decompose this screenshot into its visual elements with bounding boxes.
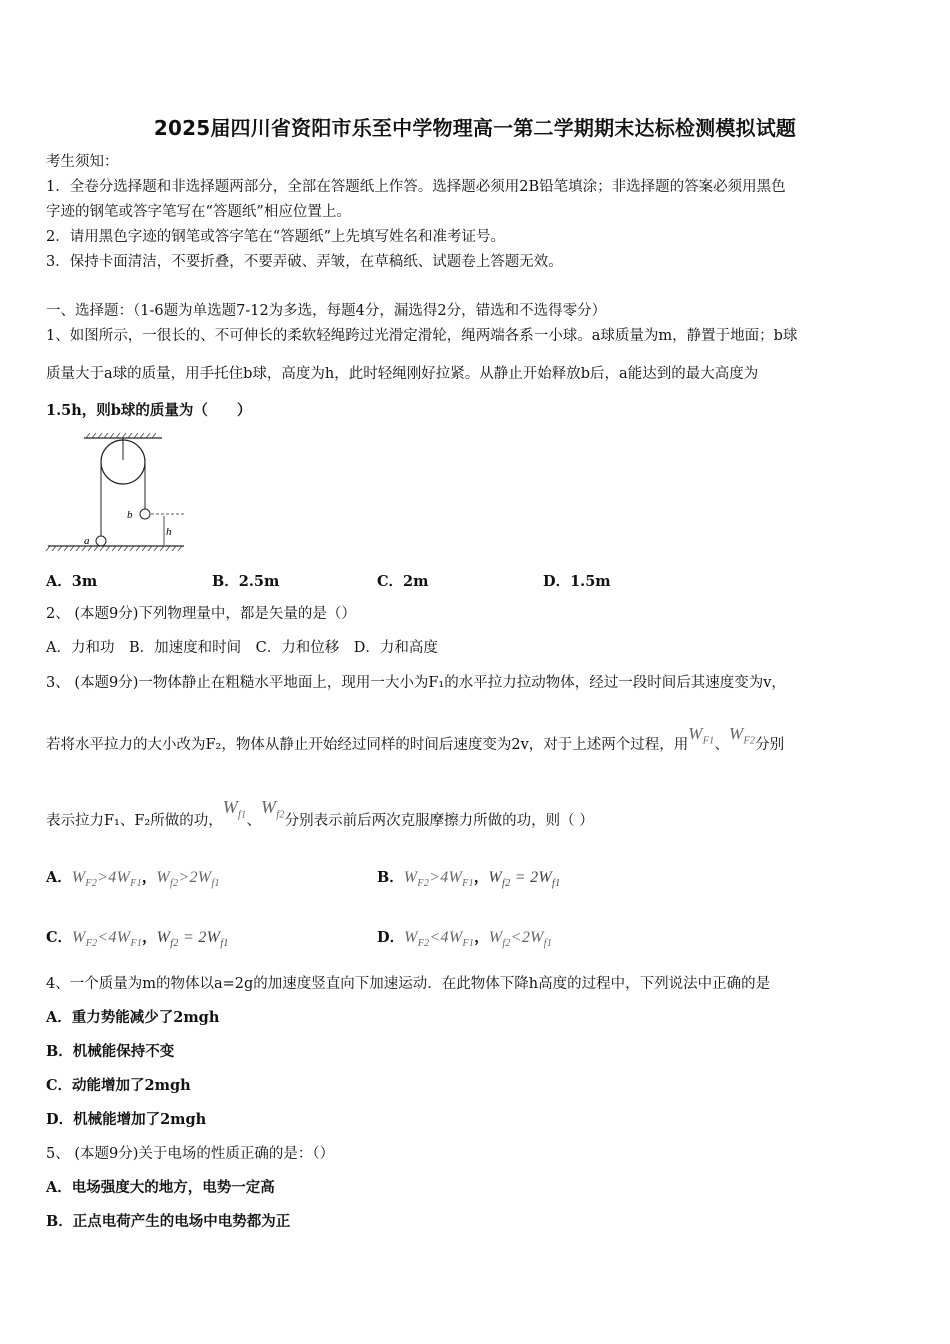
ball-b [140, 509, 150, 519]
label-b: b [127, 509, 133, 521]
q3-stem-line [46, 724, 785, 761]
q1-stem-line: 1.5h，则b球的质量为（ ） [46, 402, 252, 419]
q5-stem: 5、 (本题9分)关于电场的性质正确的是：（） [46, 1146, 335, 1162]
notice-heading: 考生须知： [46, 154, 119, 170]
q4-option-b: B．机械能保持不变 [46, 1043, 175, 1060]
q1-stem-line: 1、如图所示，一很长的、不可伸长的柔软轻绳跨过光滑定滑轮，绳两端各系一小球。a球质量为m，静置于地面；b球 [46, 328, 798, 344]
q2-stem: 2、 (本题9分)下列物理量中，都是矢量的是（） [46, 606, 356, 622]
notice-item: 1．全卷分选择题和非选择题两部分，全部在答题纸上作答。选择题必须用2B铅笔填涂；非选择题的答案必须用黑色 [46, 179, 786, 195]
q3-stem-line [46, 797, 594, 838]
page-title: 2025届四川省资阳市乐至中学物理高一第二学期期末达标检测模拟试题 [153, 116, 797, 140]
label-h: h [166, 526, 172, 538]
q4-option-c: C．动能增加了2mgh [46, 1077, 191, 1094]
q3-text: 、 [246, 813, 261, 829]
q3-text: 表示拉力F₁、F₂所做的功， [46, 813, 223, 829]
q1-option-c: C．2m [377, 573, 429, 590]
notice-item: 2．请用黑色字迹的钢笔或答字笔在“答题纸”上先填写姓名和准考证号。 [46, 229, 506, 245]
notice-item: 字迹的钢笔或答字笔写在“答题纸”相应位置上。 [46, 204, 351, 220]
q4-option-d: D．机械能增加了2mgh [46, 1111, 207, 1128]
q5-option-b: B．正点电荷产生的电场中电势都为正 [46, 1213, 291, 1230]
q1-option-a: A．3m [46, 573, 98, 590]
q3-option-d: D．$W_{F2}<4W_{F1}$，$W_{f2}<2W_{f1}$ [377, 929, 553, 950]
q3-stem-line: 3、 (本题9分)一物体静止在粗糙水平地面上，现用一大小为F₁的水平拉力拉动物体，经过一段时间后其速度变为v， [46, 675, 786, 691]
q3-symbol: $W_{f1}$ [222, 797, 247, 821]
q2-options: A．力和功 B．加速度和时间 C．力和位移 D．力和高度 [46, 640, 438, 656]
q4-stem: 4、一个质量为m的物体以a=2g的加速度竖直向下加速运动．在此物体下降h高度的过程中，下列说法中正确的是 [46, 976, 771, 992]
q3-text: 分别 [755, 737, 785, 753]
q3-option-a: A．$W_{F2}>4W_{F1}$，$W_{f2}>2W_{f1}$ [46, 869, 220, 890]
q3-text: 分别表示前后两次克服摩擦力所做的功，则（ ） [284, 813, 594, 829]
q1-option-b: B．2.5m [212, 573, 280, 590]
q3-text: 若将水平拉力的大小改为F₂，物体从静止开始经过同样的时间后速度变为2v，对于上述两个过程，用 [46, 737, 689, 753]
q3-option-b: B．$W_{F2}>4W_{F1}$，$W_{f2} = 2W_{f1}$ [377, 869, 561, 890]
q1-stem-line: 质量大于a球的质量，用手托住b球，高度为h，此时轻绳刚好拉紧。从静止开始释放b后，a能达到的最大高度为 [46, 366, 759, 382]
pulley-figure [44, 432, 194, 552]
q1-option-d: D．1.5m [543, 573, 611, 590]
q3-text: 、 [714, 737, 729, 753]
ball-a [96, 536, 106, 546]
q4-option-a: A．重力势能减少了2mgh [46, 1009, 220, 1026]
q3-option-c: C．$W_{F2}<4W_{F1}$，$W_{f2} = 2W_{f1}$ [46, 929, 229, 950]
q3-symbol: $W_{f2}$ [260, 797, 285, 821]
q5-option-a: A．电场强度大的地方，电势一定高 [46, 1179, 275, 1196]
section-heading: 一、选择题：（1-6题为单选题7-12为多选，每题4分，漏选得2分，错选和不选得零分） [46, 303, 607, 319]
notice-item: 3．保持卡面清洁，不要折叠，不要弄破、弄皱，在草稿纸、试题卷上答题无效。 [46, 254, 563, 270]
q3-symbol: $W_{F2}$ [728, 724, 756, 747]
q3-symbol: $W_{F1}$ [688, 724, 715, 747]
label-a: a [84, 535, 90, 547]
